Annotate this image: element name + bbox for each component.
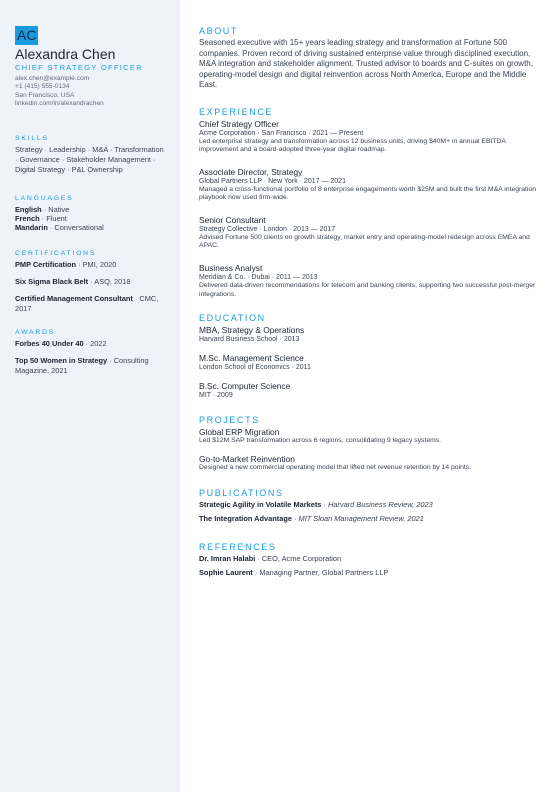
job-description: Delivered data-driven recommendations for telecom and banking clients, supporting two successful post-merger integrations.	[199, 282, 536, 298]
experience-heading: EXPERIENCE	[199, 106, 274, 117]
job-meta: Meridian & Co. · Dubai · 2011 — 2013	[199, 274, 318, 282]
language-item: Mandarin · Conversational	[15, 223, 104, 233]
school-meta: Harvard Business School · 2013	[199, 336, 300, 344]
education-entry	[199, 325, 545, 344]
job-meta: Strategy Collective · London · 2013 — 2017	[199, 225, 336, 233]
certification-item: PMP Certification · PMI, 2020	[15, 260, 117, 270]
linkedin-link[interactable]: linkedin.com/in/alexandrachen	[15, 99, 104, 107]
experience-entry	[199, 263, 545, 299]
project-entry	[199, 427, 545, 446]
skills-list: Strategy · Leadership · M&A · Transformation · Governance · Stakeholder Management · Digital Strategy · P&L Ownership	[15, 145, 164, 175]
project-description: Led $12M SAP transformation across 6 regions, consolidating 9 legacy systems.	[199, 437, 442, 445]
contact-block	[15, 75, 168, 108]
job-title: Senior Consultant	[199, 214, 266, 225]
main-content	[199, 0, 545, 578]
award-item: Forbes 40 Under 40 · 2022	[15, 339, 107, 349]
experience-entry	[199, 119, 545, 155]
reference-item: Sophie Laurent · Managing Partner, Global Partners LLP	[199, 568, 389, 578]
job-meta: Acme Corporation · San Francisco · 2021 — Present	[199, 129, 364, 137]
certifications-heading: CERTIFICATIONS	[15, 250, 97, 258]
references-heading: REFERENCES	[199, 542, 277, 553]
certification-item: Certified Management Consultant · CMC, 2017	[15, 294, 159, 314]
languages-heading: LANGUAGES	[15, 195, 74, 203]
degree-title: M.Sc. Management Science	[199, 353, 304, 364]
job-meta: Global Partners LLP · New York · 2017 — 2021	[199, 177, 346, 185]
language-item: French · Fluent	[15, 214, 67, 224]
education-entry	[199, 353, 545, 372]
projects-heading: PROJECTS	[199, 415, 260, 426]
project-title: Global ERP Migration	[199, 427, 280, 438]
location-text: San Francisco, USA	[15, 91, 75, 99]
sidebar	[0, 0, 180, 792]
certification-item: Six Sigma Black Belt · ASQ, 2018	[15, 277, 131, 287]
experience-entry	[199, 167, 545, 203]
publication-item: Strategic Agility in Volatile Markets · Harvard Business Review, 2023	[199, 500, 433, 510]
initials-avatar: AC	[17, 27, 37, 43]
email-link[interactable]: alex.chen@example.com	[15, 75, 90, 82]
skills-heading: SKILLS	[15, 135, 49, 143]
project-description: Designed a new commercial operating model that lifted net revenue retention by 14 points.	[199, 463, 472, 471]
publication-item: The Integration Advantage · MIT Sloan Management Review, 2021	[199, 514, 424, 524]
reference-item: Dr. Imran Halabi · CEO, Acme Corporation	[199, 554, 342, 564]
degree-title: MBA, Strategy & Operations	[199, 325, 305, 336]
about-text: Seasoned executive with 15+ years leading strategy and transformation at Fortune 500 companies. Proven record of driving sustained enterprise value through disciplined execution, M&A integration and stakeholder alignment. Trusted advisor to boards and C-suites on growth, operating-model design and digital reinvention across North America, Europe and the Middle East.	[199, 38, 533, 89]
job-description: Led enterprise strategy and transformation across 12 business units, driving $40M+ in annual EBITDA improvement and a board-adopted three-year digital roadmap.	[199, 137, 506, 154]
job-title: Chief Strategy Officer	[199, 118, 279, 129]
job-title: Associate Director, Strategy	[199, 166, 303, 177]
candidate-name: Alexandra Chen	[15, 46, 116, 62]
job-title: Business Analyst	[199, 263, 263, 274]
school-meta: MIT · 2009	[199, 392, 233, 400]
awards-heading: AWARDS	[15, 329, 56, 337]
experience-entry	[199, 215, 545, 251]
job-description: Advised Fortune 500 clients on growth strategy, market entry and operating-model redesign across EMEA and APAC.	[199, 233, 530, 250]
project-title: Go-to-Market Reinvention	[199, 453, 295, 464]
job-description: Managed a cross-functional portfolio of 8 enterprise engagements worth $25M and built the first M&A integration playbook now used firm-wide.	[199, 185, 537, 202]
education-entry	[199, 381, 545, 400]
award-item: Top 50 Women in Strategy · Consulting Magazine, 2021	[15, 356, 149, 376]
language-item: English · Native	[15, 205, 70, 215]
publications-heading: PUBLICATIONS	[199, 488, 284, 499]
education-heading: EDUCATION	[199, 313, 266, 324]
degree-title: B.Sc. Computer Science	[199, 381, 291, 392]
project-entry	[199, 454, 545, 473]
phone-text: +1 (415) 555-0134	[15, 83, 70, 91]
about-heading: ABOUT	[199, 26, 239, 36]
school-meta: London School of Economics · 2011	[199, 364, 311, 372]
candidate-role: CHIEF STRATEGY OFFICER	[15, 63, 143, 72]
